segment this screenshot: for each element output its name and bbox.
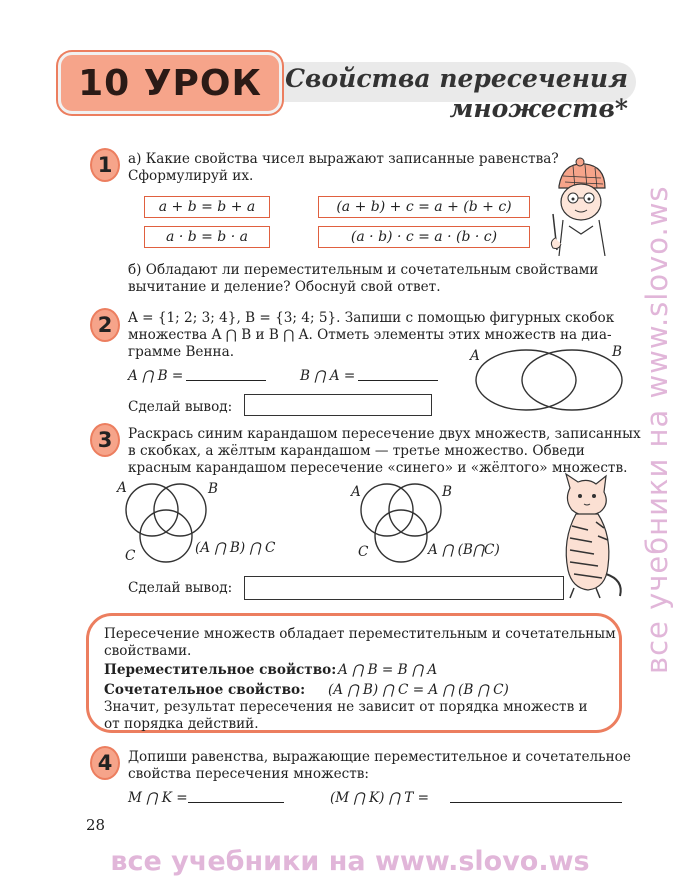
lesson-badge: 10 УРОК xyxy=(58,52,282,114)
task-3-conclusion-label: Сделай вывод: xyxy=(128,580,233,596)
page-title-line1: Свойства пересечения xyxy=(285,64,628,93)
task-2-expr-b-cap-a: B ⋂ A = xyxy=(300,368,356,384)
right-venn-label-c: C xyxy=(358,544,369,560)
watermark-vertical: все учебники на www.slovo.ws xyxy=(640,185,674,675)
left-venn-label-b: B xyxy=(208,481,218,497)
task-2-line3: грамме Венна. xyxy=(128,344,235,360)
left-venn-label-c: C xyxy=(125,548,136,564)
task-4-text xyxy=(128,749,631,783)
equation-associative-multiplication: (a · b) · c = a · (b · c) xyxy=(318,226,530,248)
rule-commutative-label: Переместительное свойство: xyxy=(104,662,337,678)
task-2-conclusion-label: Сделай вывод: xyxy=(128,399,233,415)
task-4-line2: свойства пересечения множеств: xyxy=(128,766,370,782)
task-3-line2: в скобках, а жёлтым карандашом — третье множество. Обведи xyxy=(128,443,585,459)
answer-line-m-cap-k[interactable] xyxy=(188,802,284,803)
task-1-part-a xyxy=(128,151,559,185)
task-2-line2: множества A ⋂ B и B ⋂ A. Отметь элементы этих множеств на диа- xyxy=(128,327,612,343)
rule-intro xyxy=(104,626,616,660)
task-1-part-b-line2: вычитание и деление? Обоснуй свой ответ. xyxy=(128,279,441,295)
venn-diagram-two-sets xyxy=(464,340,634,420)
venn-label-a: A xyxy=(470,348,480,364)
rule-associative-expression: (A ⋂ B) ⋂ C = A ⋂ (B ⋂ C) xyxy=(328,682,509,698)
rule-line6: от порядка действий. xyxy=(104,716,259,732)
task-3-conclusion-box[interactable] xyxy=(244,576,564,600)
answer-line-a-cap-b[interactable] xyxy=(186,380,266,381)
task-1-part-a-line2: Сформулируй их. xyxy=(128,168,254,184)
task-4-line1: Допиши равенства, выражающие переместительное и сочетательное xyxy=(128,749,631,765)
left-venn-expression: (A ⋂ B) ⋂ C xyxy=(195,540,276,556)
equation-commutative-multiplication: a · b = b · a xyxy=(144,226,270,248)
venn-label-b: B xyxy=(612,344,622,360)
left-venn-label-a: A xyxy=(117,480,127,496)
task-1-part-b-line1: б) Обладают ли переместительным и сочетательным свойствами xyxy=(128,262,599,278)
watermark-bottom: все учебники на www.slovo.ws xyxy=(110,846,590,877)
rule-commutative-expression: A ⋂ B = B ⋂ A xyxy=(338,662,438,678)
page-title xyxy=(285,64,628,124)
task-2-number: 2 xyxy=(90,308,120,342)
rule-line5: Значит, результат пересечения не зависит от порядка множеств и xyxy=(104,699,588,715)
rule-line1: Пересечение множеств обладает переместительным и сочетательным xyxy=(104,626,616,642)
boy-illustration xyxy=(545,156,615,256)
task-4-expr-2: (M ⋂ K) ⋂ T = xyxy=(330,790,430,806)
equation-associative-addition: (a + b) + c = a + (b + c) xyxy=(318,196,530,218)
task-1-part-a-line1: а) Какие свойства чисел выражают записанные равенства? xyxy=(128,151,559,167)
right-venn-label-b: B xyxy=(442,484,452,500)
task-4-expr-1: M ⋂ K = xyxy=(128,790,188,806)
page-title-line2: множеств* xyxy=(449,94,628,123)
task-2-line1: A = {1; 2; 3; 4}, B = {3; 4; 5}. Запиши с помощью фигурных скобок xyxy=(128,310,615,326)
task-3-line1: Раскрась синим карандашом пересечение двух множеств, записанных xyxy=(128,426,641,442)
task-1-number: 1 xyxy=(90,148,120,182)
rule-associative-label: Сочетательное свойство: xyxy=(104,682,306,698)
rule-conclusion xyxy=(104,699,588,733)
task-4-number: 4 xyxy=(90,746,120,780)
task-3-number: 3 xyxy=(90,423,120,457)
task-1-part-b xyxy=(128,262,598,296)
task-2-conclusion-box[interactable] xyxy=(244,394,432,416)
right-venn-expression: A ⋂ (B⋂C) xyxy=(428,542,500,558)
answer-line-b-cap-a[interactable] xyxy=(358,380,438,381)
equation-commutative-addition: a + b = b + a xyxy=(144,196,270,218)
task-2-expr-a-cap-b: A ⋂ B = xyxy=(128,368,184,384)
task-3-line3: красным карандашом пересечение «синего» и «жёлтого» множеств. xyxy=(128,460,628,476)
page-number: 28 xyxy=(86,816,106,834)
answer-line-associative[interactable] xyxy=(450,802,622,803)
rule-line2: свойствами. xyxy=(104,643,192,659)
right-venn-label-a: A xyxy=(351,484,361,500)
